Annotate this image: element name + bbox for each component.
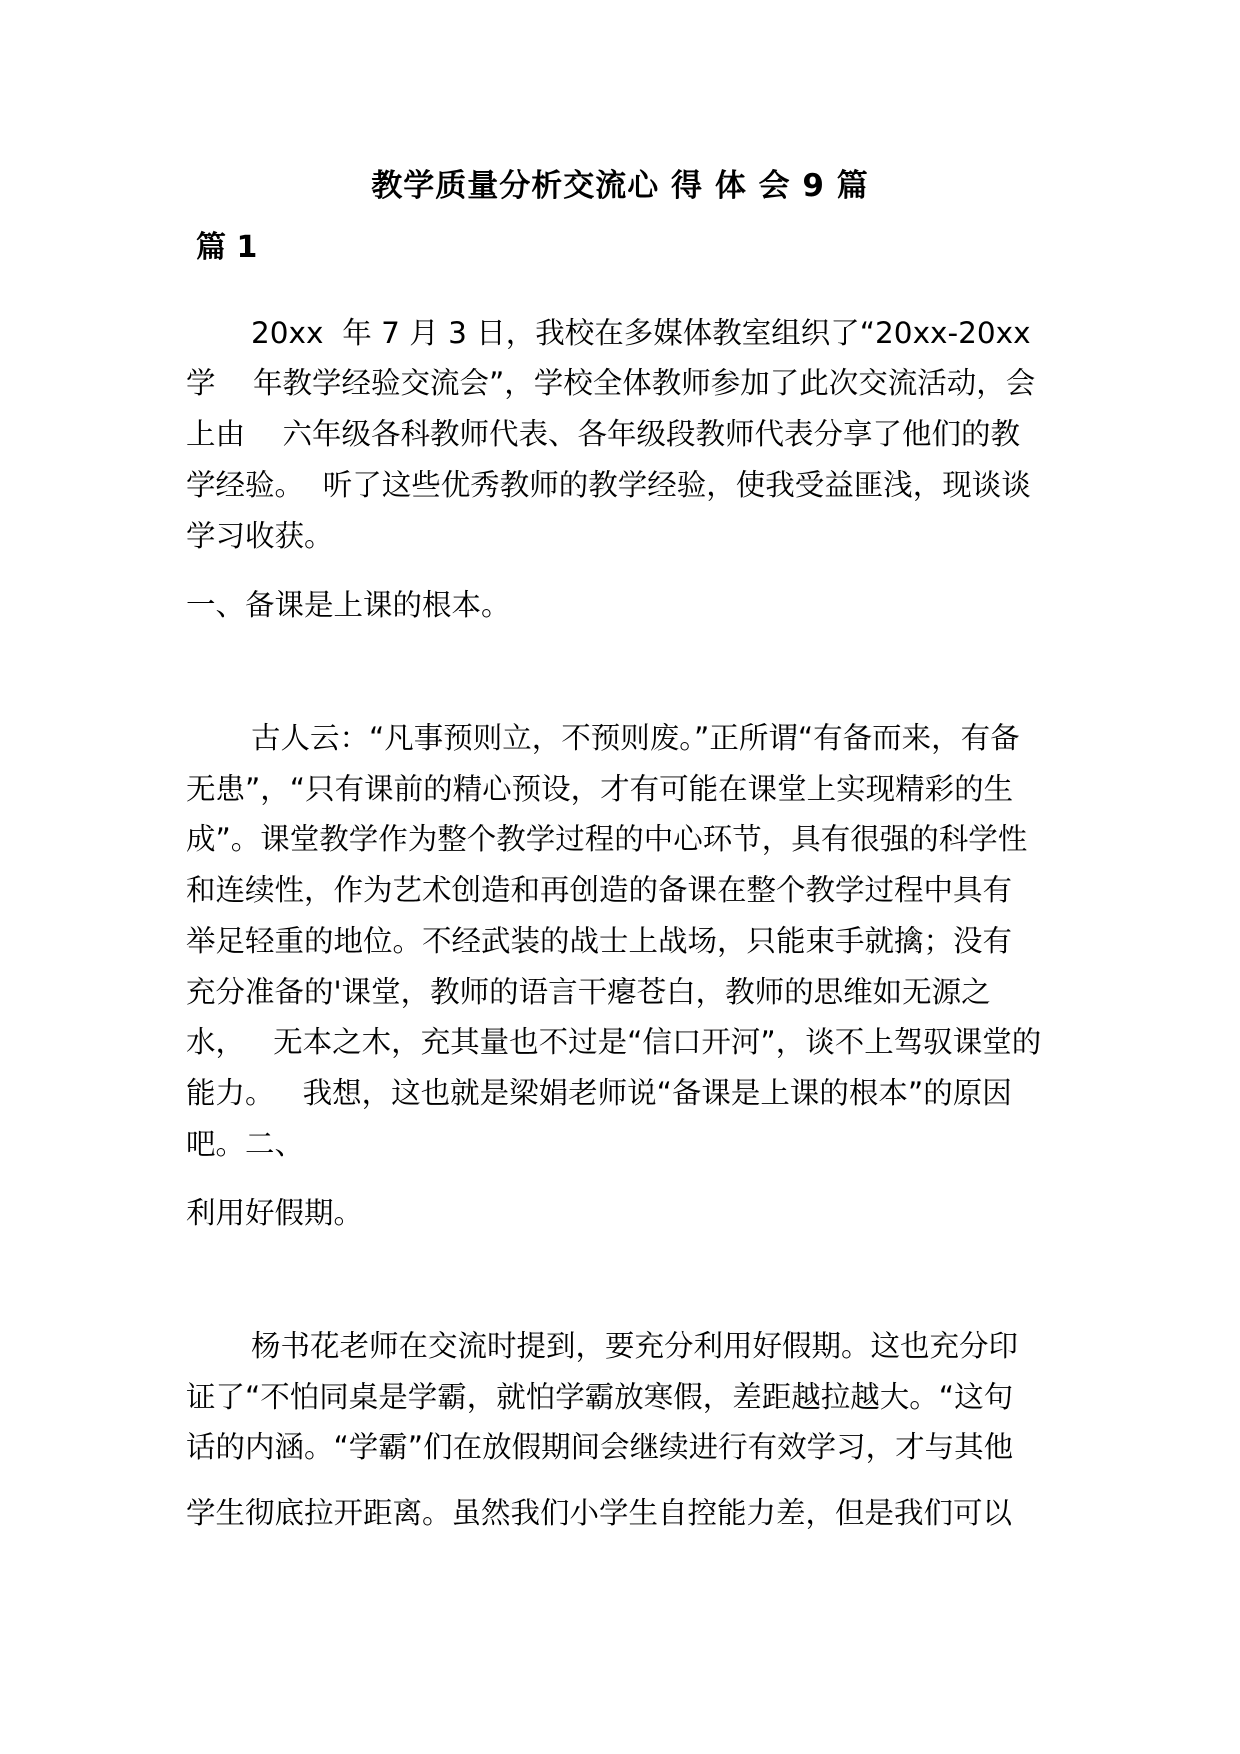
paragraph-line: 水， 无本之木，充其量也不过是“信口开河”，谈不上驾驭课堂的	[186, 1025, 1042, 1059]
paragraph-line: 学经验。 听了这些优秀教师的教学经验，使我受益匪浅，现谈谈	[186, 468, 1031, 502]
document-title: 教学质量分析交流心 得 体 会 9 篇	[371, 168, 869, 204]
paragraph-line: 学生彻底拉开距离。虽然我们小学生自控能力差，但是我们可以	[186, 1496, 1013, 1530]
paragraph-line: 充分准备的'课堂，教师的语言干瘪苍白，教师的思维如无源之	[186, 975, 991, 1009]
paragraph-line: 无患”，“只有课前的精心预设，才有可能在课堂上实现精彩的生	[186, 772, 1014, 806]
section-heading-3: 利用好假期。	[186, 1196, 364, 1230]
paragraph-line: 举足轻重的地位。不经武装的战士上战场，只能束手就擒；没有	[186, 924, 1013, 958]
paragraph-line: 吧。二、	[186, 1127, 305, 1161]
paragraph-line: 上由 六年级各科教师代表、各年级段教师代表分享了他们的教	[186, 417, 1021, 451]
section-heading-1: 篇 1	[196, 230, 258, 265]
paragraph-line: 20xx 年 7 月 3 日，我校在多媒体教室组织了“20xx-20xx	[251, 316, 1031, 350]
paragraph-line: 成”。课堂教学作为整个教学过程的中心环节，具有很强的科学性	[186, 822, 1028, 856]
paragraph-line: 学 年教学经验交流会”，学校全体教师参加了此次交流活动，会	[186, 366, 1036, 400]
paragraph-line: 杨书花老师在交流时提到，要充分利用好假期。这也充分印	[251, 1329, 1019, 1363]
paragraph-line: 能力。 我想，这也就是梁娟老师说“备课是上课的根本”的原因	[186, 1076, 1012, 1110]
paragraph-line: 证了“不怕同桌是学霸，就怕学霸放寒假，差距越拉越大。“这句	[186, 1380, 1014, 1414]
paragraph-line: 学习收获。	[186, 519, 334, 553]
section-heading-2: 一、备课是上课的根本。	[186, 588, 511, 622]
paragraph-line: 话的内涵。“学霸”们在放假期间会继续进行有效学习，才与其他	[186, 1430, 1014, 1464]
paragraph-line: 古人云：“凡事预则立，不预则废。”正所谓“有备而来，有备	[251, 721, 1020, 755]
paragraph-line: 和连续性，作为艺术创造和再创造的备课在整个教学过程中具有	[186, 873, 1013, 907]
